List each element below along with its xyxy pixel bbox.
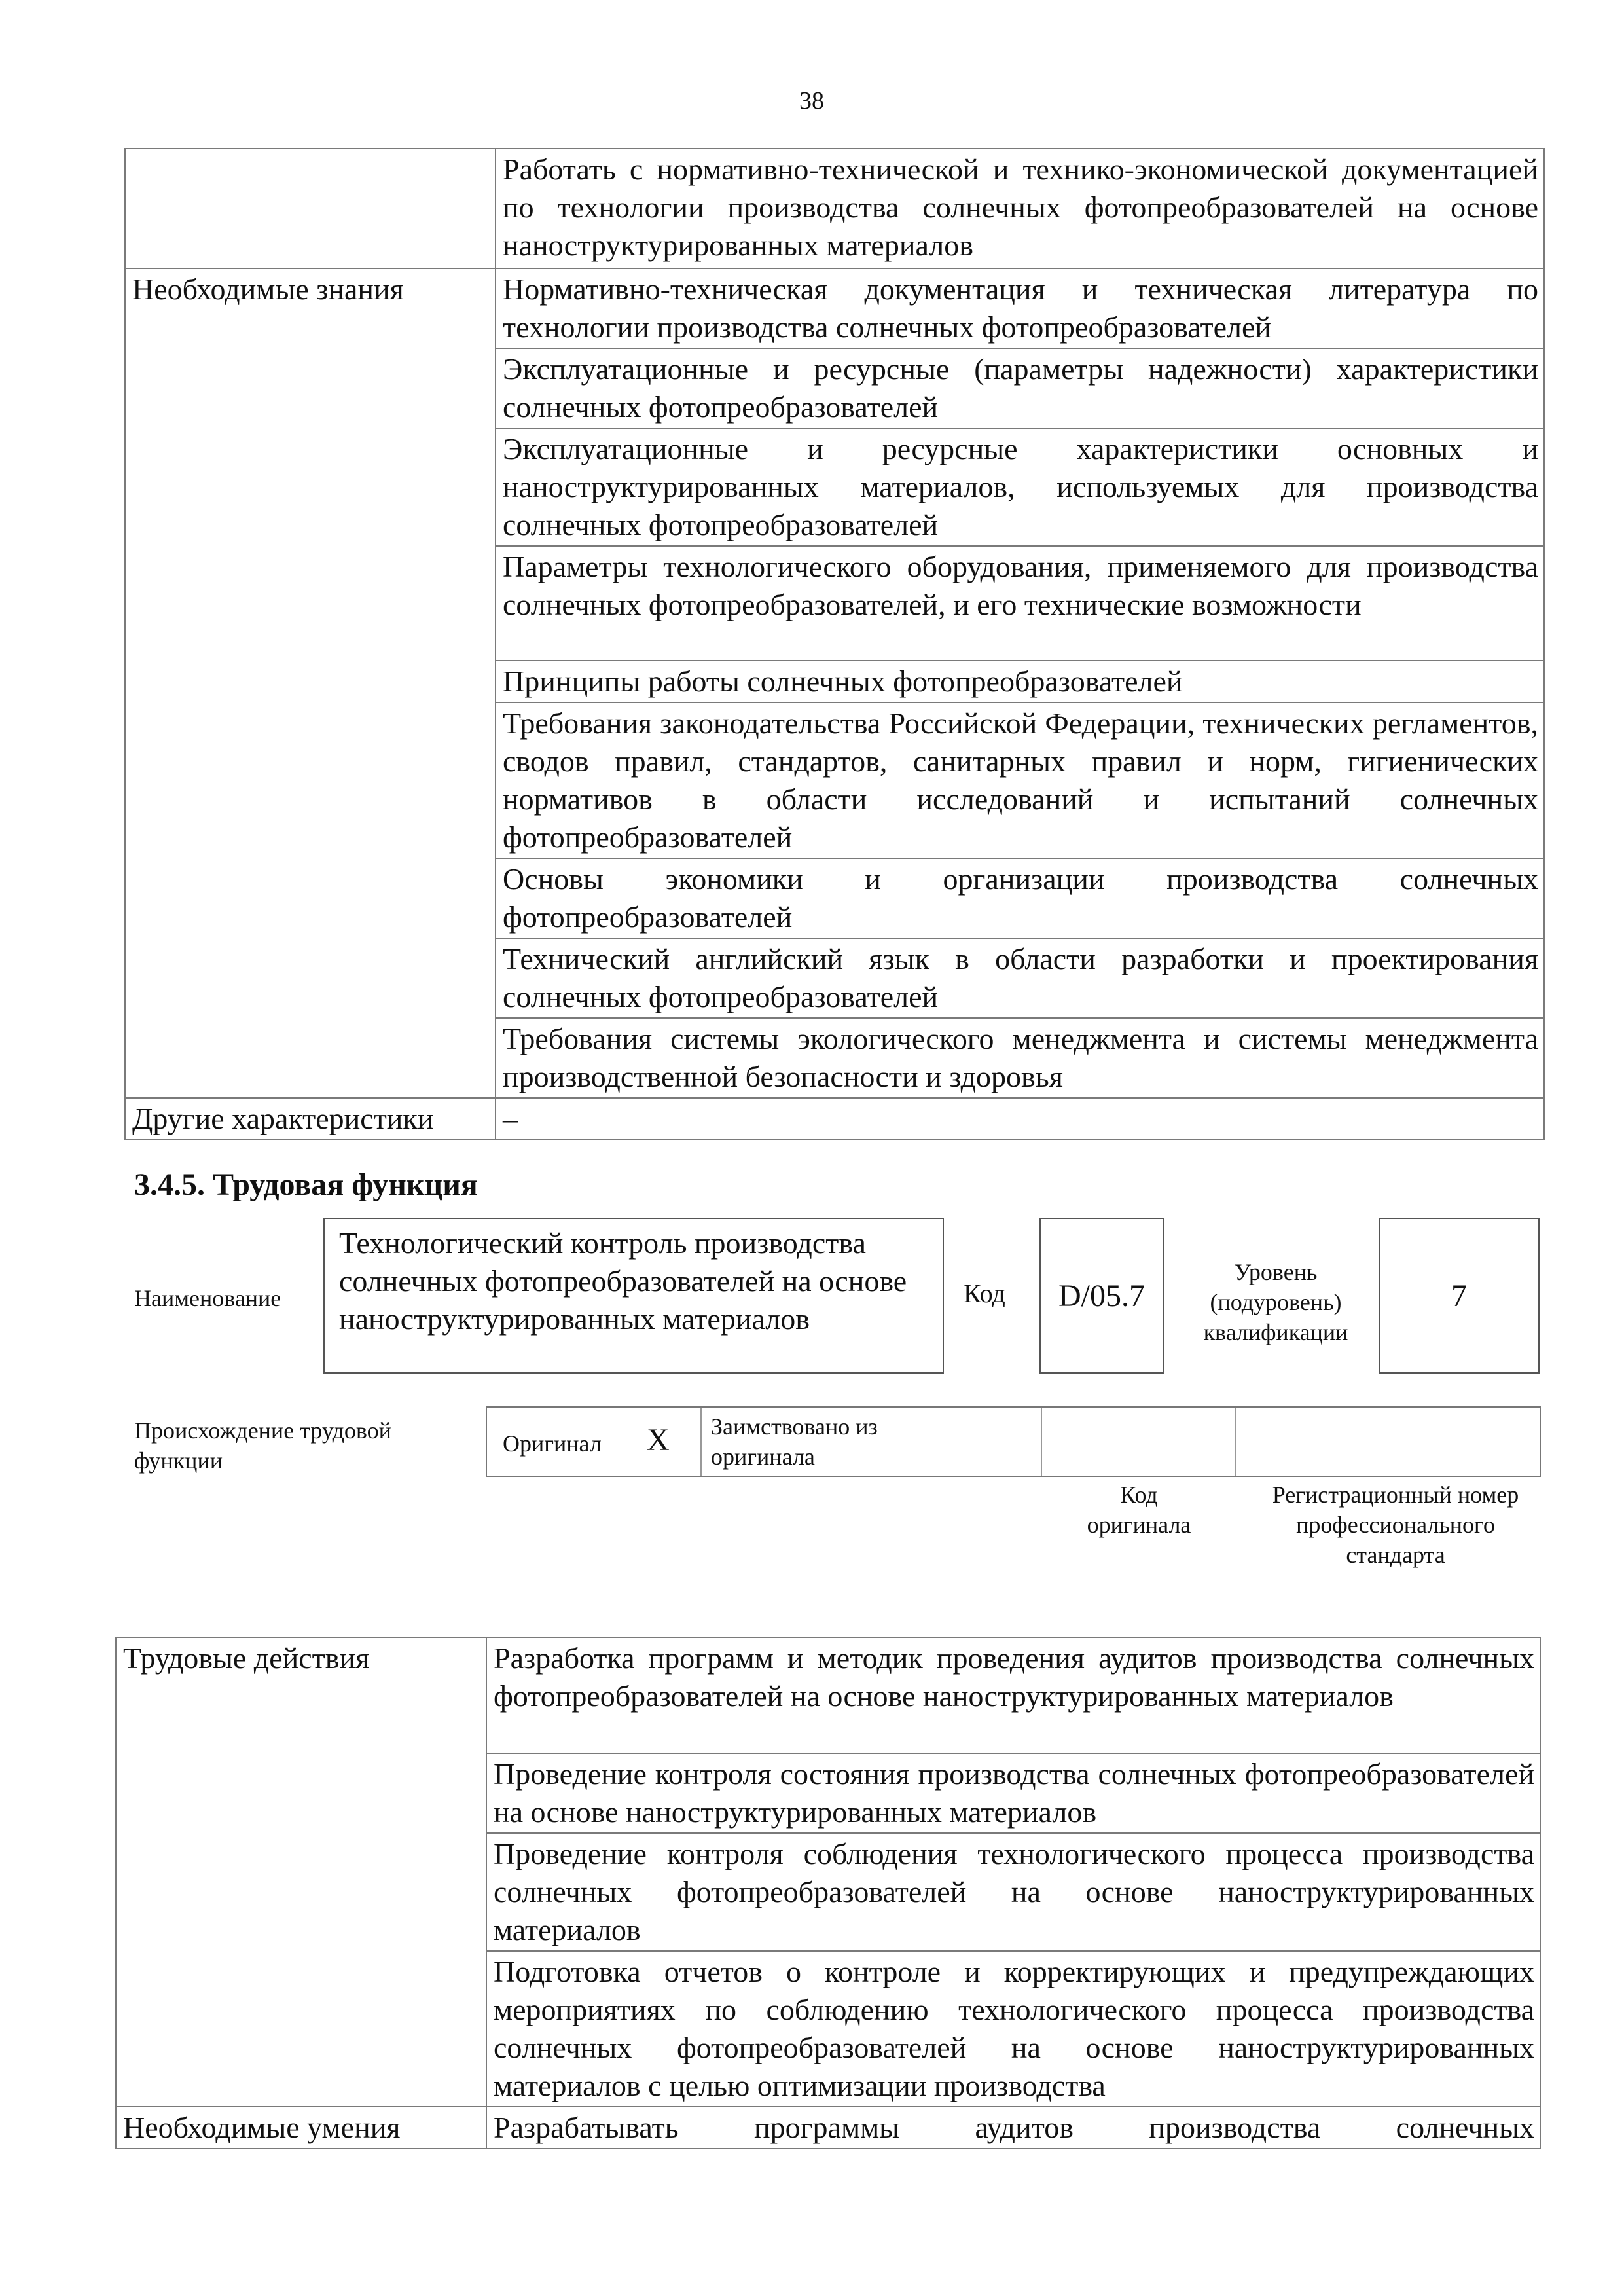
labor-actions-table: [115, 1637, 1541, 2149]
other-characteristics-value: –: [496, 1098, 1544, 1140]
labor-action-item: Проведение контроля соблюдения технологического процесса производства солнечных фотопреобразователей на основе наноструктурированных материалов: [486, 1833, 1540, 1951]
code-label: Код: [964, 1279, 1005, 1308]
knowledge-item: Эксплуатационные и ресурсные (параметры надежности) характеристики солнечных фотопреобразователей: [496, 348, 1544, 428]
level-label: Уровень (подуровень) квалификации: [1203, 1259, 1348, 1345]
knowledge-item: Требования законодательства Российской Федерации, технических регламентов, сводов правил, стандартов, санитарных правил и норм, гигиенических нормативов в области исследований и испытаний солнечных фотопреобразователей: [496, 702, 1544, 858]
origin-label: Происхождение трудовой функции: [134, 1417, 391, 1474]
reg-number-label: Регистрационный номер профессионального стандарта: [1272, 1482, 1519, 1568]
labor-action-item: Разработка программ и методик проведения аудитов производства солнечных фотопреобразователей на основе наноструктурированных материалов: [486, 1637, 1540, 1753]
knowledge-item: Нормативно-техническая документация и техническая литература по технологии производства солнечных фотопреобразователей: [496, 268, 1544, 348]
knowledge-item: Требования системы экологического менеджмента и системы менеджмента производственной безопасности и здоровья: [496, 1018, 1544, 1098]
knowledge-item: Параметры технологического оборудования, применяемого для производства солнечных фотопреобразователей, и его технические возможности: [496, 546, 1544, 661]
table-row-label: Трудовые действия: [116, 1637, 486, 2107]
code-value-box: D/05.7: [1039, 1218, 1164, 1374]
name-label: Наименование: [134, 1285, 281, 1311]
page-number: 38: [799, 87, 824, 115]
section-heading: 3.4.5. Трудовая функция: [134, 1167, 478, 1202]
skill-item: Разрабатывать программы аудитов производства солнечных: [486, 2107, 1540, 2149]
original-mark: X: [647, 1423, 670, 1457]
knowledge-item: Эксплуатационные и ресурсные характеристики основных и наноструктурированных материалов, используемых для производства солнечных фотопреобразователей: [496, 428, 1544, 546]
knowledge-item: Основы экономики и организации производства солнечных фотопреобразователей: [496, 858, 1544, 938]
labor-action-item: Проведение контроля состояния производства солнечных фотопреобразователей на основе наноструктурированных материалов: [486, 1753, 1540, 1833]
original-label: Оригинал: [503, 1430, 602, 1457]
table-row-label: Необходимые умения: [116, 2107, 486, 2149]
function-name-box: Технологический контроль производства солнечных фотопреобразователей на основе наноструктурированных материалов: [323, 1218, 944, 1374]
table-row-label: Другие характеристики: [125, 1098, 496, 1140]
labor-action-item: Подготовка отчетов о контроле и корректирующих и предупреждающих мероприятиях по соблюдению технологического процесса производства солнечных фотопреобразователей на основе наноструктурированных материалов с целью оптимизации производства: [486, 1951, 1540, 2107]
borrowed-label: Заимствовано из оригинала: [711, 1413, 878, 1470]
code-original-label: Код оригинала: [1087, 1482, 1191, 1538]
origin-row: [486, 1406, 1541, 1477]
skill-item: Работать с нормативно-технической и технико-экономической документацией по технологии производства солнечных фотопреобразователей на основе наноструктурированных материалов: [496, 149, 1544, 268]
knowledge-table: [124, 148, 1545, 1140]
level-value-box: 7: [1379, 1218, 1540, 1374]
knowledge-item: Принципы работы солнечных фотопреобразователей: [496, 661, 1544, 702]
table-row-label: Необходимые знания: [125, 268, 496, 1098]
knowledge-item: Технический английский язык в области разработки и проектирования солнечных фотопреобразователей: [496, 938, 1544, 1018]
table-row-label: [125, 149, 496, 268]
